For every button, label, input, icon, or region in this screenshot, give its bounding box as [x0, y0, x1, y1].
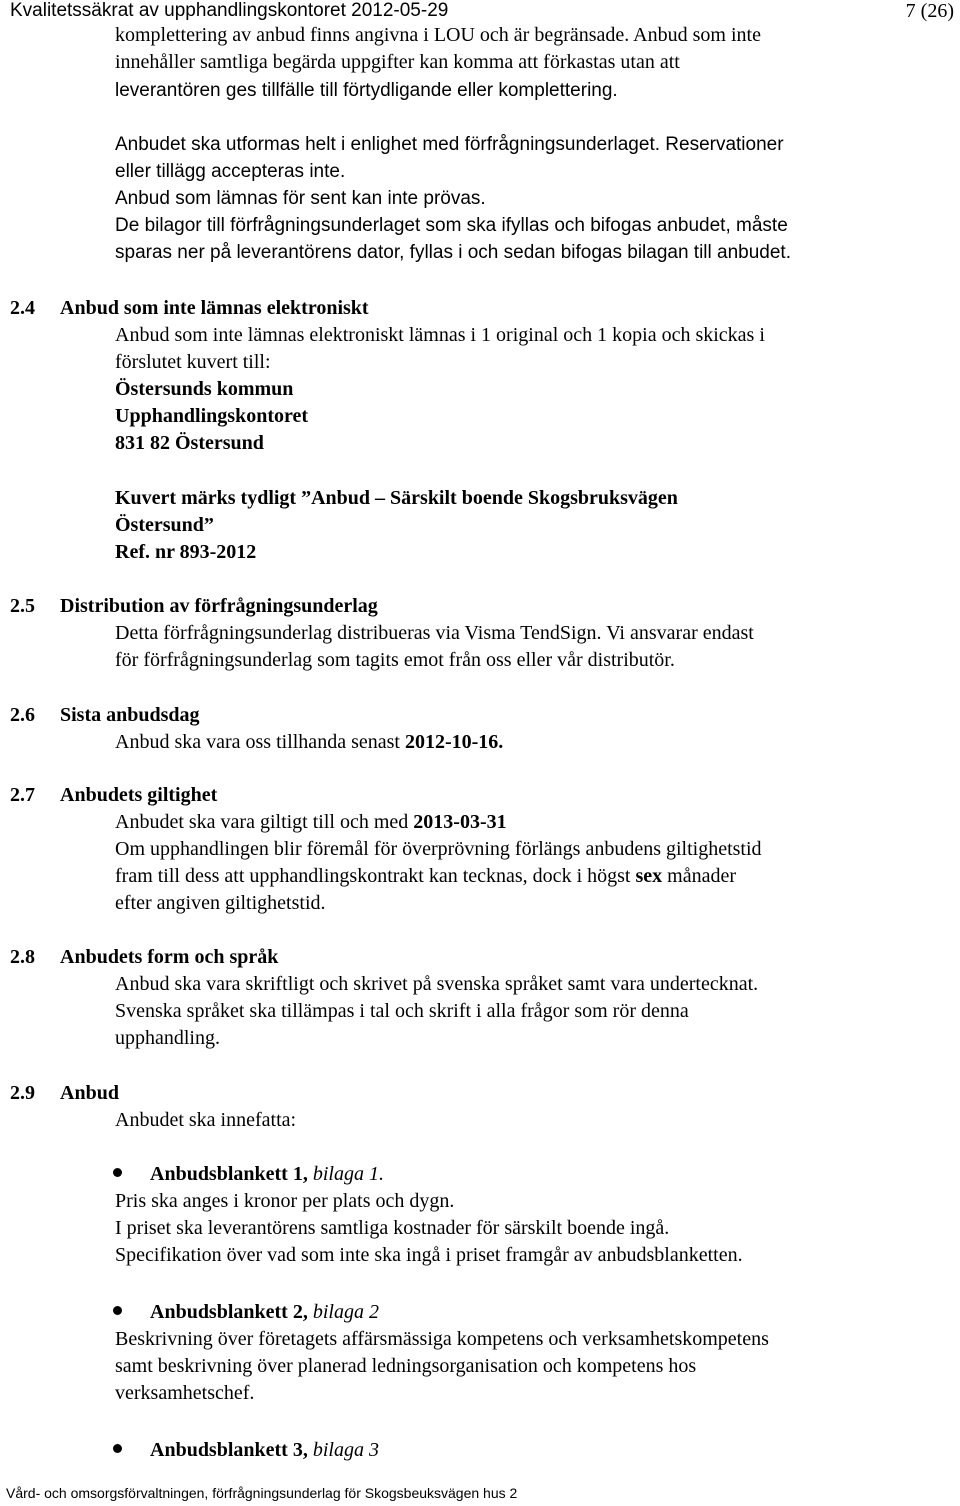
section-title-2-7: Anbudets giltighet: [60, 784, 218, 806]
s24-line-1: Anbud som inte lämnas elektroniskt lämnas i 1 original och 1 kopia och skickas i: [115, 324, 765, 346]
bullet-icon: [113, 1444, 122, 1453]
section-title-2-9: Anbud: [60, 1082, 119, 1104]
section-number-2-5: 2.5: [10, 595, 35, 617]
section-number-2-6: 2.6: [10, 704, 35, 726]
section-number-2-4: 2.4: [10, 297, 35, 319]
bullet-3-tail: bilaga 3: [312, 1439, 379, 1461]
address-line-3: 831 82 Östersund: [115, 432, 264, 454]
section-title-2-6: Sista anbudsdag: [60, 704, 200, 726]
s27-line-1: [115, 809, 507, 836]
form-line-5: sparas ner på leverantörens dator, fyllas i och sedan bifogas bilagan till anbudet.: [115, 242, 791, 263]
s28-line-2: Svenska språket ska tillämpas i tal och skrift i alla frågor som rör denna: [115, 1000, 689, 1022]
form-line-3: Anbud som lämnas för sent kan inte prövas.: [115, 188, 486, 209]
bullet-2-head: Anbudsblankett 2,: [150, 1301, 313, 1323]
bullet-1-head: Anbudsblankett 1,: [150, 1163, 313, 1185]
s25-line-2: för förfrågningsunderlag som tagits emot från oss eller vår distributör.: [115, 649, 675, 671]
s24-line-2: förslutet kuvert till:: [115, 351, 271, 373]
intro-line-1: komplettering av anbud finns angivna i LOU och är begränsade. Anbud som inte: [115, 24, 761, 46]
envelope-line-1: Kuvert märks tydligt ”Anbud – Särskilt boende Skogsbruksvägen: [115, 487, 678, 509]
address-line-1: Östersunds kommun: [115, 378, 294, 400]
section-title-2-5: Distribution av förfrågningsunderlag: [60, 595, 378, 617]
section-title-2-4: Anbud som inte lämnas elektroniskt: [60, 297, 369, 319]
s28-line-3: upphandling.: [115, 1027, 220, 1049]
s27-line-3c: månader: [662, 865, 736, 887]
form-line-4: De bilagor till förfrågningsunderlaget som ska ifyllas och bifogas anbudet, måste: [115, 215, 788, 236]
s26-text: Anbud ska vara oss tillhanda senast: [115, 731, 405, 753]
bullet-2-line-1: Beskrivning över företagets affärsmässiga kompetens och verksamhetskompetens: [115, 1328, 769, 1350]
bullet-1-line-3: Specifikation över vad som inte ska ingå i priset framgår av anbudsblanketten.: [115, 1244, 743, 1266]
envelope-line-3: Ref. nr 893-2012: [115, 541, 257, 563]
bullet-1-line-2: I priset ska leverantörens samtliga kostnader för särskilt boende ingå.: [115, 1217, 670, 1239]
s28-line-1: Anbud ska vara skriftligt och skrivet på svenska språket samt vara undertecknat.: [115, 973, 759, 995]
s27-date: 2013-03-31: [413, 811, 507, 833]
bullet-2-tail: bilaga 2: [312, 1301, 379, 1323]
form-line-1: Anbudet ska utformas helt i enlighet med förfrågningsunderlaget. Reservationer: [115, 134, 784, 155]
form-line-2: eller tillägg accepteras inte.: [115, 161, 346, 182]
page-number: 7 (26): [905, 0, 954, 22]
intro-line-2: innehåller samtliga begärda uppgifter kan komma att förkastas utan att: [115, 51, 680, 73]
header-title: Kvalitetssäkrat av upphandlingskontoret 2012-05-29: [10, 0, 449, 21]
bullet-2-heading: [150, 1299, 379, 1326]
section-number-2-9: 2.9: [10, 1082, 35, 1104]
s29-intro: Anbudet ska innefatta:: [115, 1109, 297, 1131]
s27-line-3: [115, 863, 736, 890]
intro-line-3: leverantören ges tillfälle till förtydligande eller komplettering.: [115, 80, 618, 101]
section-number-2-7: 2.7: [10, 784, 35, 806]
s27-line-1-text: Anbudet ska vara giltigt till och med: [115, 811, 414, 833]
s26-line: [115, 729, 503, 756]
bullet-1-line-1: Pris ska anges i kronor per plats och dygn.: [115, 1190, 455, 1212]
bullet-2-line-3: verksamhetschef.: [115, 1382, 255, 1404]
bullet-1-heading: [150, 1161, 384, 1188]
s25-line-1: Detta förfrågningsunderlag distribueras via Visma TendSign. Vi ansvarar endast: [115, 622, 754, 644]
section-title-2-8: Anbudets form och språk: [60, 946, 279, 968]
s26-date: 2012-10-16.: [404, 731, 504, 753]
s27-line-4: efter angiven giltighetstid.: [115, 892, 326, 914]
bullet-icon: [113, 1306, 122, 1315]
bullet-1-tail: bilaga 1.: [312, 1163, 384, 1185]
bullet-icon: [113, 1168, 122, 1177]
s27-line-2: Om upphandlingen blir föremål för överprövning förlängs anbudens giltighetstid: [115, 838, 762, 860]
s27-line-3a: fram till dess att upphandlingskontrakt kan tecknas, dock i högst: [115, 865, 636, 887]
bullet-2-line-2: samt beskrivning över planerad ledningsorganisation och kompetens hos: [115, 1355, 697, 1377]
bullet-3-heading: [150, 1437, 379, 1464]
page-footer: Vård- och omsorgsförvaltningen, förfrågningsunderlag för Skogsbeuksvägen hus 2: [6, 1485, 518, 1501]
s27-line-3b: sex: [635, 865, 663, 887]
envelope-line-2: Östersund”: [115, 514, 214, 536]
bullet-3-head: Anbudsblankett 3,: [150, 1439, 313, 1461]
section-number-2-8: 2.8: [10, 946, 35, 968]
address-line-2: Upphandlingskontoret: [115, 405, 309, 427]
